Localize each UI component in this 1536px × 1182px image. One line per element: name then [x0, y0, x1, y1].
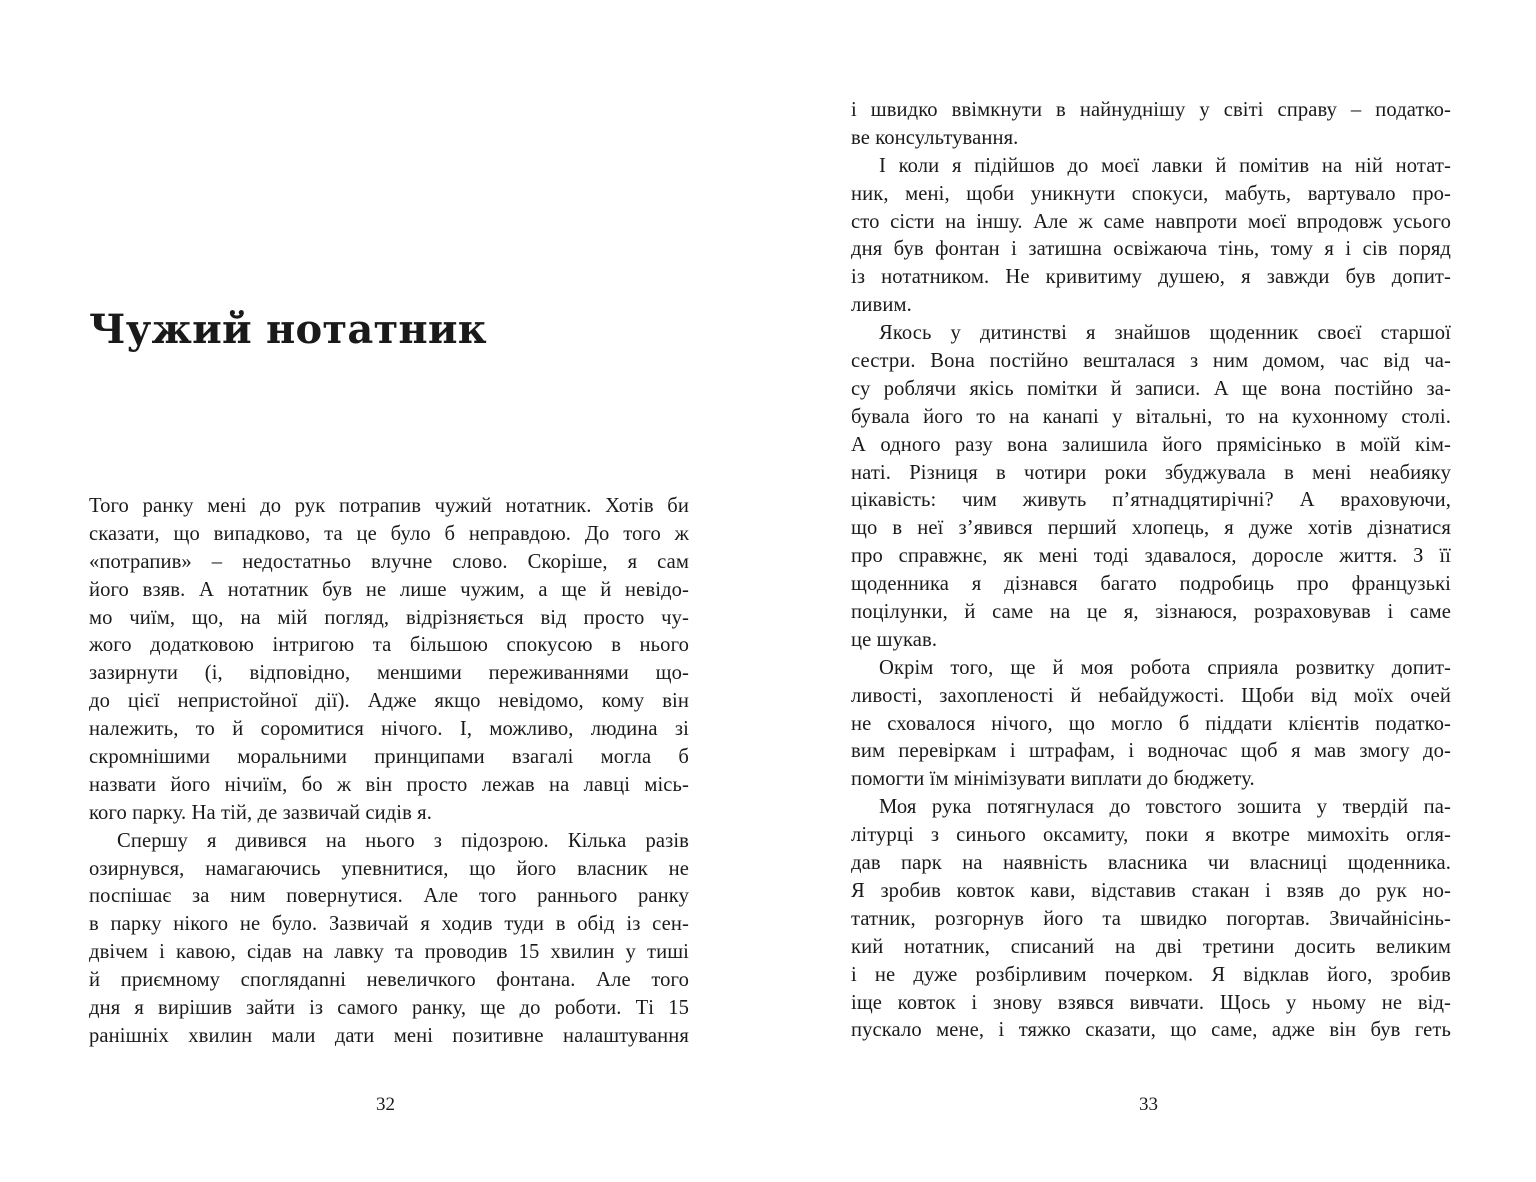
text-line: Моя рука потягнулася до товстого зошита у твердій па-	[879, 796, 1451, 819]
page-number-left: 32	[376, 1094, 395, 1115]
text-line: літурці з синього оксамиту, поки я вкотре мимохіть огля-	[851, 824, 1451, 847]
text-line: дав парк на наявність власника чи власниці щоденника.	[851, 852, 1451, 875]
text-line: сестри. Вона постійно вешталася з ним домом, час від ча-	[851, 350, 1451, 373]
text-line: І коли я підійшов до моєї лавки й помітив на ній нотат-	[879, 154, 1451, 177]
text-line: належить, то й соромитися нічого. І, можливо, людина зі	[89, 718, 689, 741]
right-page-body-text	[851, 97, 1451, 1045]
text-line: двічем і кавою, сідав на лавку та проводив 15 хвилин у тиші	[89, 941, 689, 964]
text-line: дня був фонтан і затишна освіжаюча тінь, тому я і сів поряд	[851, 238, 1451, 261]
text-line: татник, розгорнув його та швидко погортав. Звичайнісінь-	[851, 907, 1451, 930]
text-line: його взяв. А нотатник був не лише чужим, а ще й невідо-	[89, 578, 689, 601]
text-line: кого парку. На тій, де зазвичай сидів я.	[89, 801, 432, 824]
text-line: поспішає за ним повернутися. Але того раннього ранку	[89, 885, 689, 908]
text-line: це шукав.	[851, 628, 938, 651]
text-line: сто сісти на іншу. Але ж саме навпроти моєї впродовж усього	[851, 210, 1451, 233]
text-line: ве консультування.	[851, 126, 1019, 149]
text-line: озирнувся, намагаючись упевнитися, що його власник не	[89, 857, 689, 880]
text-line: кий нотатник, списаний на дві третини досить великим	[851, 935, 1451, 958]
text-line: ливим.	[851, 294, 912, 317]
text-line: дня я вирішив зайти із самого ранку, ще до роботи. Ті 15	[89, 997, 689, 1020]
text-line: іще ковток і знову взявся вивчати. Щось у ньому не від-	[851, 991, 1451, 1014]
text-line: не сховалося нічого, що могло б піддати клієнтів податко-	[851, 712, 1451, 735]
chapter-title: Чужий нотатник	[89, 306, 487, 353]
text-line: поцілунки, й саме на це я, зізнаюся, розраховував і саме	[851, 601, 1451, 624]
left-page-body-text	[89, 493, 689, 1051]
text-line: назвати його нічиїм, бо ж він просто лежав на лавці місь-	[89, 773, 689, 796]
text-line: ранішніх хвилин мали дати мені позитивне налаштування	[89, 1024, 689, 1047]
text-line: «потрапив» – недостатньо влучне слово. Скоріше, я сам	[89, 550, 689, 573]
text-line: Спершу я дивився на нього з підозрою. Кілька разів	[117, 829, 689, 852]
text-line: скромнішими моральними принципами взагалі могла б	[89, 746, 689, 769]
text-line: ник, мені, щоби уникнути спокуси, мабуть, вартувало про-	[851, 182, 1451, 205]
text-line: ливості, захопленості й небайдужості. Щоби від моїх очей	[851, 684, 1451, 707]
text-line: Я зробив ковток кави, відставив стакан і взяв до рук но-	[851, 879, 1451, 902]
text-line: А одного разу вона залишила його прямісінько в моїй кім-	[851, 433, 1451, 456]
text-line: мо чиїм, що, на мій погляд, відрізняється від просто чу-	[89, 606, 689, 629]
text-line: зазирнути (і, відповідно, меншими переживаннями що-	[89, 662, 689, 685]
text-line: цікавість: чим живуть п’ятнадцятирічні? А враховуючи,	[851, 489, 1451, 512]
text-line: жого додатковою інтригою та більшою спокусою в нього	[89, 634, 689, 657]
text-line: про справжнє, як мені тоді здавалося, доросле життя. З її	[851, 545, 1451, 568]
right-page	[768, 0, 1536, 1182]
text-line: помогти їм мінімізувати виплати до бюджету.	[851, 768, 1255, 791]
text-line: в парку нікого не було. Зазвичай я ходив туди в обід із сен-	[89, 913, 689, 936]
text-line: пускало мене, і тяжко сказати, що саме, адже він був геть	[851, 1019, 1451, 1042]
text-line: що в неї з’явився перший хлопець, я дуже хотів дізнатися	[851, 517, 1451, 540]
text-line: і швидко ввімкнути в найнуднішу у світі справу – податко-	[851, 99, 1451, 121]
text-line: вим перевіркам і штрафам, і водночас щоб я мав змогу до-	[851, 740, 1451, 763]
text-line: й приємному споглядanні невеличкого фонтана. Але того	[89, 969, 689, 992]
text-line: бувала його то на канапі у вітальні, то на кухонному столі.	[851, 405, 1451, 428]
text-line: щоденника я дізнався багато подробиць про французькі	[851, 573, 1451, 596]
text-line: Окрім того, ще й моя робота сприяла розвитку допит-	[879, 656, 1451, 679]
page-number-right: 33	[1139, 1094, 1158, 1115]
text-line: Того ранку мені до рук потрапив чужий нотатник. Хотів би	[89, 495, 689, 517]
text-line: сказати, що випадково, та це було б неправдою. До того ж	[89, 522, 689, 545]
text-line: і не дуже розбірливим почерком. Я відклав його, зробив	[851, 963, 1451, 986]
text-line: із нотатником. Не кривитиму душею, я завжди був допит-	[851, 266, 1451, 289]
text-line: су роблячи якісь помітки й записи. А ще вона постійно за-	[851, 377, 1451, 400]
text-line: Якось у дитинстві я знайшов щоденник своєї старшої	[879, 322, 1451, 345]
text-line: до цієї непристойної дії). Адже якщо невідомо, кому він	[89, 690, 689, 713]
text-line: наті. Різниця в чотири роки збуджувала в мені неабияку	[851, 461, 1451, 484]
